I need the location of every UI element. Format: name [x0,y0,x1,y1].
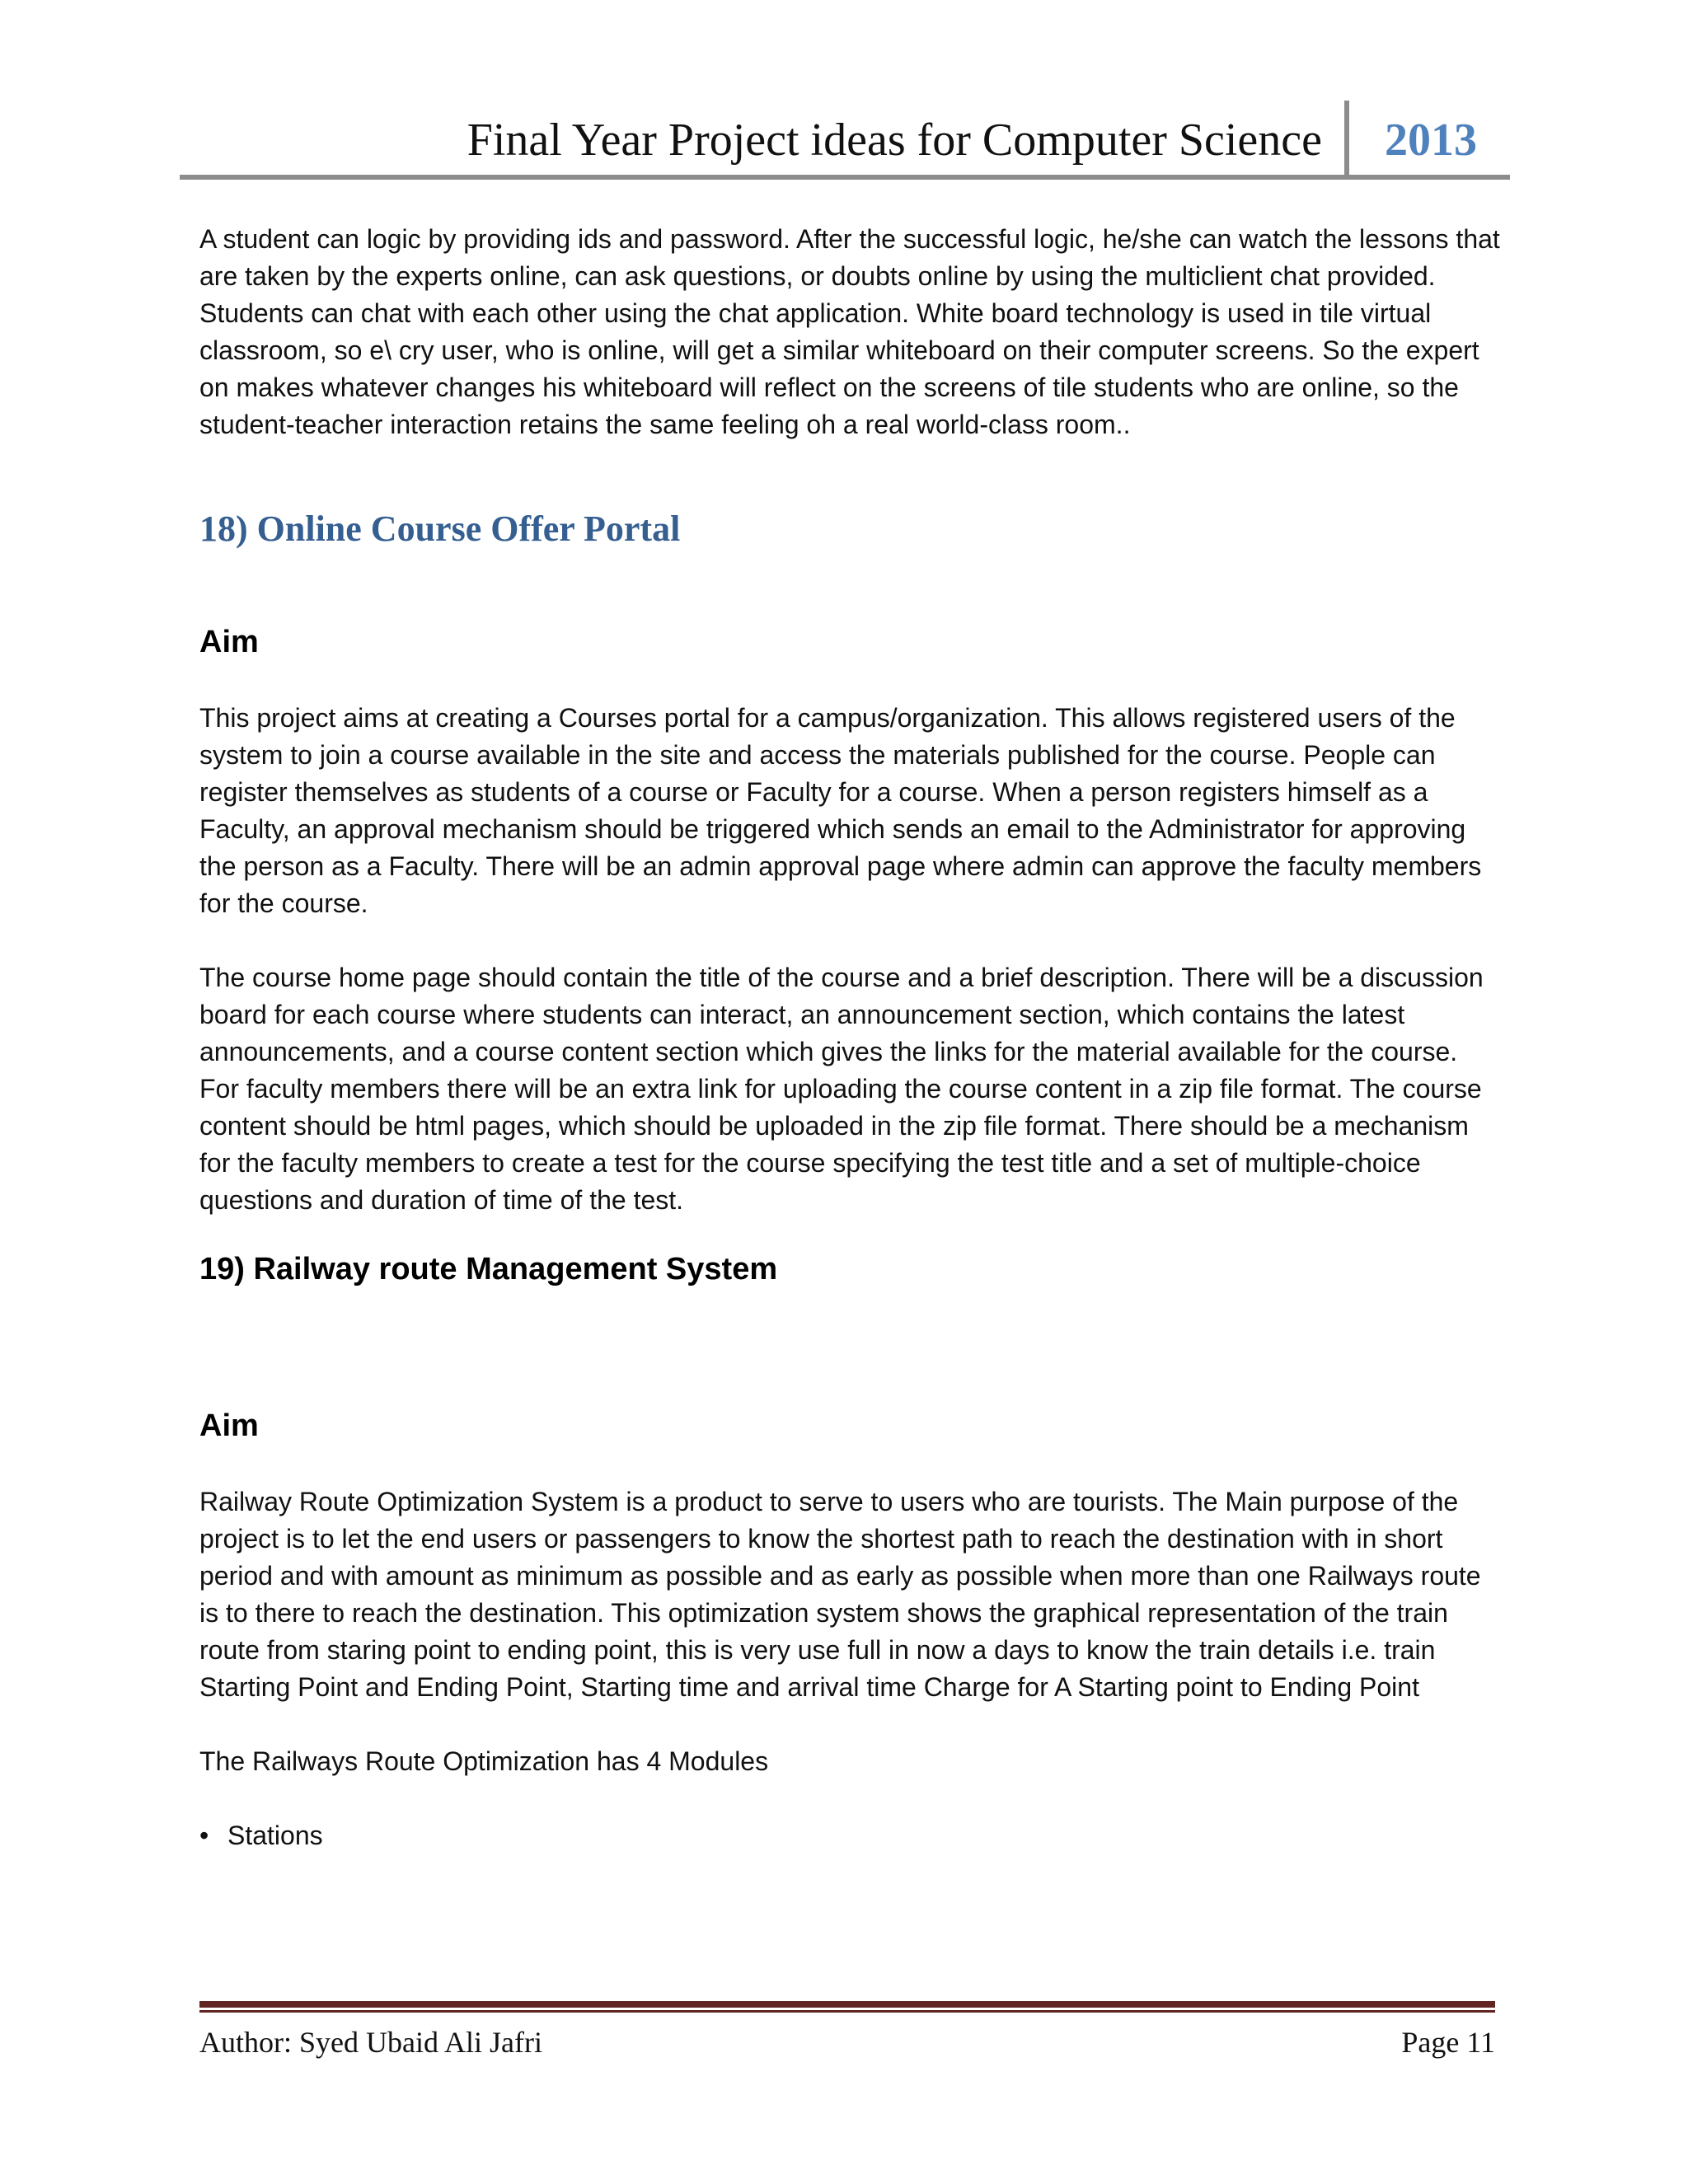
footer-row [199,2024,1495,2060]
module-item-stations: Stations [227,1821,323,1850]
page-number: Page 11 [1401,2026,1495,2059]
footer-author: Author: Syed Ubaid Ali Jafri [199,2026,542,2059]
bullet-icon: • [199,1821,209,1850]
section-18-paragraph-1: This project aims at creating a Courses portal for a campus/organization. This allows registered users of the system to join a course available in the site and access the materials published for the course. People can register themselves as students of a course or Faculty for a course. When a person registers himself as a Faculty, an approval mechanism should be triggered which sends an email to the Administrator for approving the person as a Faculty. There will be an admin approval page where admin can approve the faculty members for the course. [199,703,1482,918]
section-18-paragraph-2: The course home page should contain the title of the course and a brief description. There will be a discussion board for each course where students can interact, an announcement section, which contains the latest announcements, and a course content section which gives the links for the material available for the course. For faculty members there will be an extra link for uploading the course content in a zip file format. The course content should be html pages, which should be uploaded in the zip file format. There should be a mechanism for the faculty members to create a test for the course specifying the test title and a set of multiple-choice questions and duration of time of the test. [199,963,1484,1215]
modules-intro: The Railways Route Optimization has 4 Modules [199,1746,769,1776]
footer-rule [199,2001,1495,2008]
section-19-heading: 19) Railway route Management System [199,1252,778,1286]
section-18-aim-heading: Aim [199,625,259,659]
document-title: Final Year Project ideas for Computer Science [467,115,1322,166]
header-divider [1344,101,1349,175]
footer-rule-thin [199,2010,1495,2013]
section-19-paragraph-1: Railway Route Optimization System is a product to serve to users who are tourists. The Main purpose of the project is to let the end users or passengers to know the shortest path to reach the destination with in short period and with amount as minimum as possible and as early as possible when more than one Railways route is to there to reach the destination. This optimization system shows the graphical representation of the train route from staring point to ending point, this is very use full in now a days to know the train details i.e. train Starting Point and Ending Point, Starting time and arrival time Charge for A Starting point to Ending Point [199,1487,1481,1702]
list-item [199,1817,1502,1854]
page-footer [199,2001,1495,2060]
intro-paragraph: A student can logic by providing ids and password. After the successful logic, he/she can watch the lessons that are taken by the experts online, can ask questions, or doubts online by using the multiclient chat provided. Students can chat with each other using the chat application. White board technology is used in tile virtual classroom, so e\ cry user, who is online, will get a similar whiteboard on their computer screens. So the expert on makes whatever changes his whiteboard will reflect on the screens of tile students who are online, so the student-teacher interaction retains the same feeling oh a real world-class room.. [199,224,1500,439]
page-header [180,97,1510,180]
document-year: 2013 [1385,115,1477,166]
page-content [199,221,1502,1854]
section-18-heading: 18) Online Course Offer Portal [199,509,681,549]
section-19-aim-heading: Aim [199,1408,259,1443]
